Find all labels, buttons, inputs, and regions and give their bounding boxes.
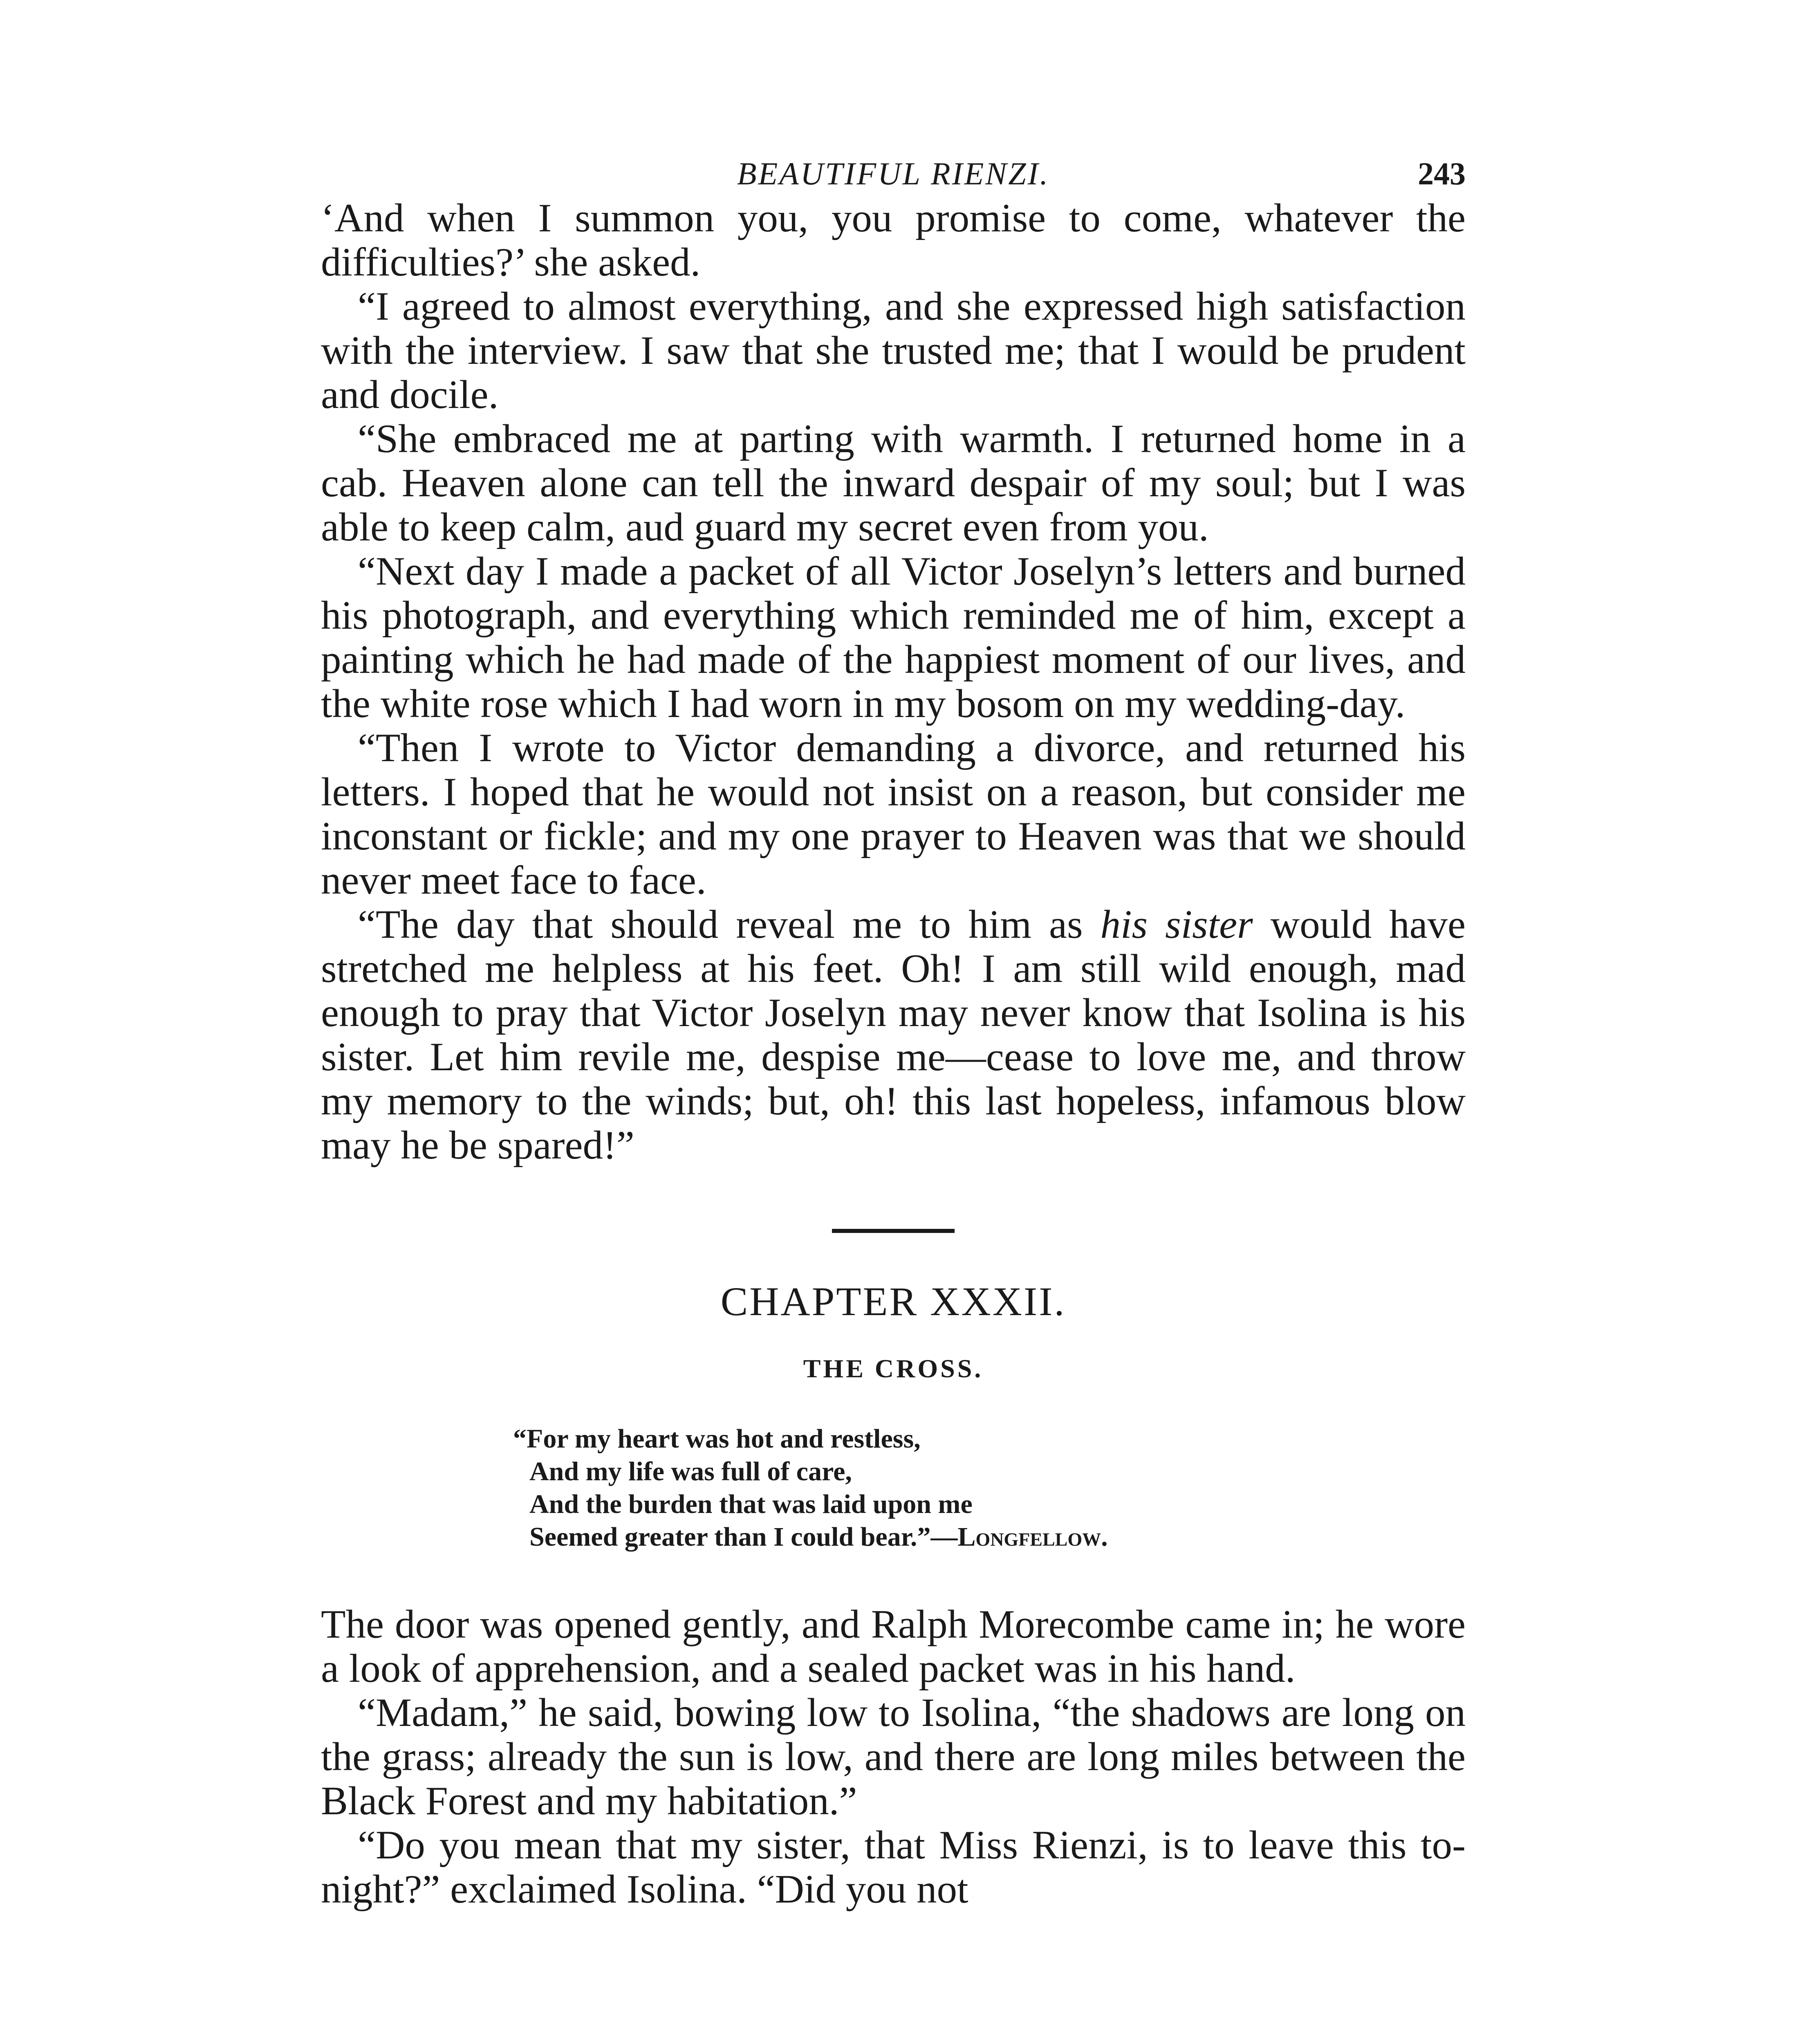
paragraph: The door was opened gently, and Ralph Morecombe came in; he wore a look of apprehension, and a sealed packet was in his hand. xyxy=(321,1602,1466,1691)
epigraph-line xyxy=(513,1521,1466,1553)
running-title: BEAUTIFUL RIENZI. xyxy=(737,156,1050,191)
body-text-before-chapter xyxy=(321,196,1466,1168)
running-head xyxy=(321,123,1466,191)
page-number: 243 xyxy=(1418,156,1466,191)
paragraph: “Then I wrote to Victor demanding a divorce, and returned his letters. I hoped that he would not insist on a reason, but consider me inconstant or fickle; and my one prayer to Heaven was that we should never meet face to face. xyxy=(321,726,1466,903)
epigraph-line: And the burden that was laid upon me xyxy=(529,1489,973,1519)
body-text-after-chapter xyxy=(321,1602,1466,1912)
paragraph xyxy=(321,903,1466,1168)
paragraph: “Do you mean that my sister, that Miss Rienzi, is to leave this to-night?” exclaimed Isolina. “Did you not xyxy=(321,1823,1466,1912)
paragraph-text: “The day that should reveal me to him as xyxy=(358,902,1101,947)
emphasis-text: his sister xyxy=(1100,902,1253,947)
paragraph: “She embraced me at parting with warmth. I returned home in a cab. Heaven alone can tell the inward despair of my soul; but I was able to keep calm, aud guard my secret even from you. xyxy=(321,417,1466,549)
paragraph: “Madam,” he said, bowing low to Isolina, “the shadows are long on the grass; already the sun is low, and there are long miles between the Black Forest and my habitation.” xyxy=(321,1690,1466,1823)
chapter-subtitle: THE CROSS. xyxy=(803,1354,984,1383)
book-page xyxy=(321,123,1466,1912)
chapter-title: CHAPTER XXXII. xyxy=(720,1279,1066,1324)
paragraph: “I agreed to almost everything, and she expressed high satisfaction with the interview. I saw that she trusted me; that I would be prudent and docile. xyxy=(321,284,1466,417)
paragraph-text: would have stretched me helpless at his feet. Oh! I am still wild enough, mad enough to pray that Victor Joselyn may never know that Isolina is his sister. Let him revile me, despise me—cease to love me, and throw my memory to the winds; but, oh! this last hopeless, infamous blow may he be spared!” xyxy=(321,902,1466,1168)
epigraph-line-text: Seemed greater than I could bear.”— xyxy=(529,1522,958,1552)
epigraph-line: “For my heart was hot and restless, xyxy=(513,1424,921,1454)
section-divider xyxy=(832,1229,955,1233)
epigraph xyxy=(513,1423,1466,1553)
epigraph-attribution: Longfellow. xyxy=(957,1522,1108,1552)
paragraph: ‘And when I summon you, you promise to come, whatever the difficulties?’ she asked. xyxy=(321,196,1466,285)
paragraph: “Next day I made a packet of all Victor Joselyn’s letters and burned his photograph, and everything which reminded me of him, except a painting which he had made of the happiest moment of our lives, and the white rose which I had worn in my bosom on my wedding-day. xyxy=(321,549,1466,726)
epigraph-line: And my life was full of care, xyxy=(529,1457,852,1486)
